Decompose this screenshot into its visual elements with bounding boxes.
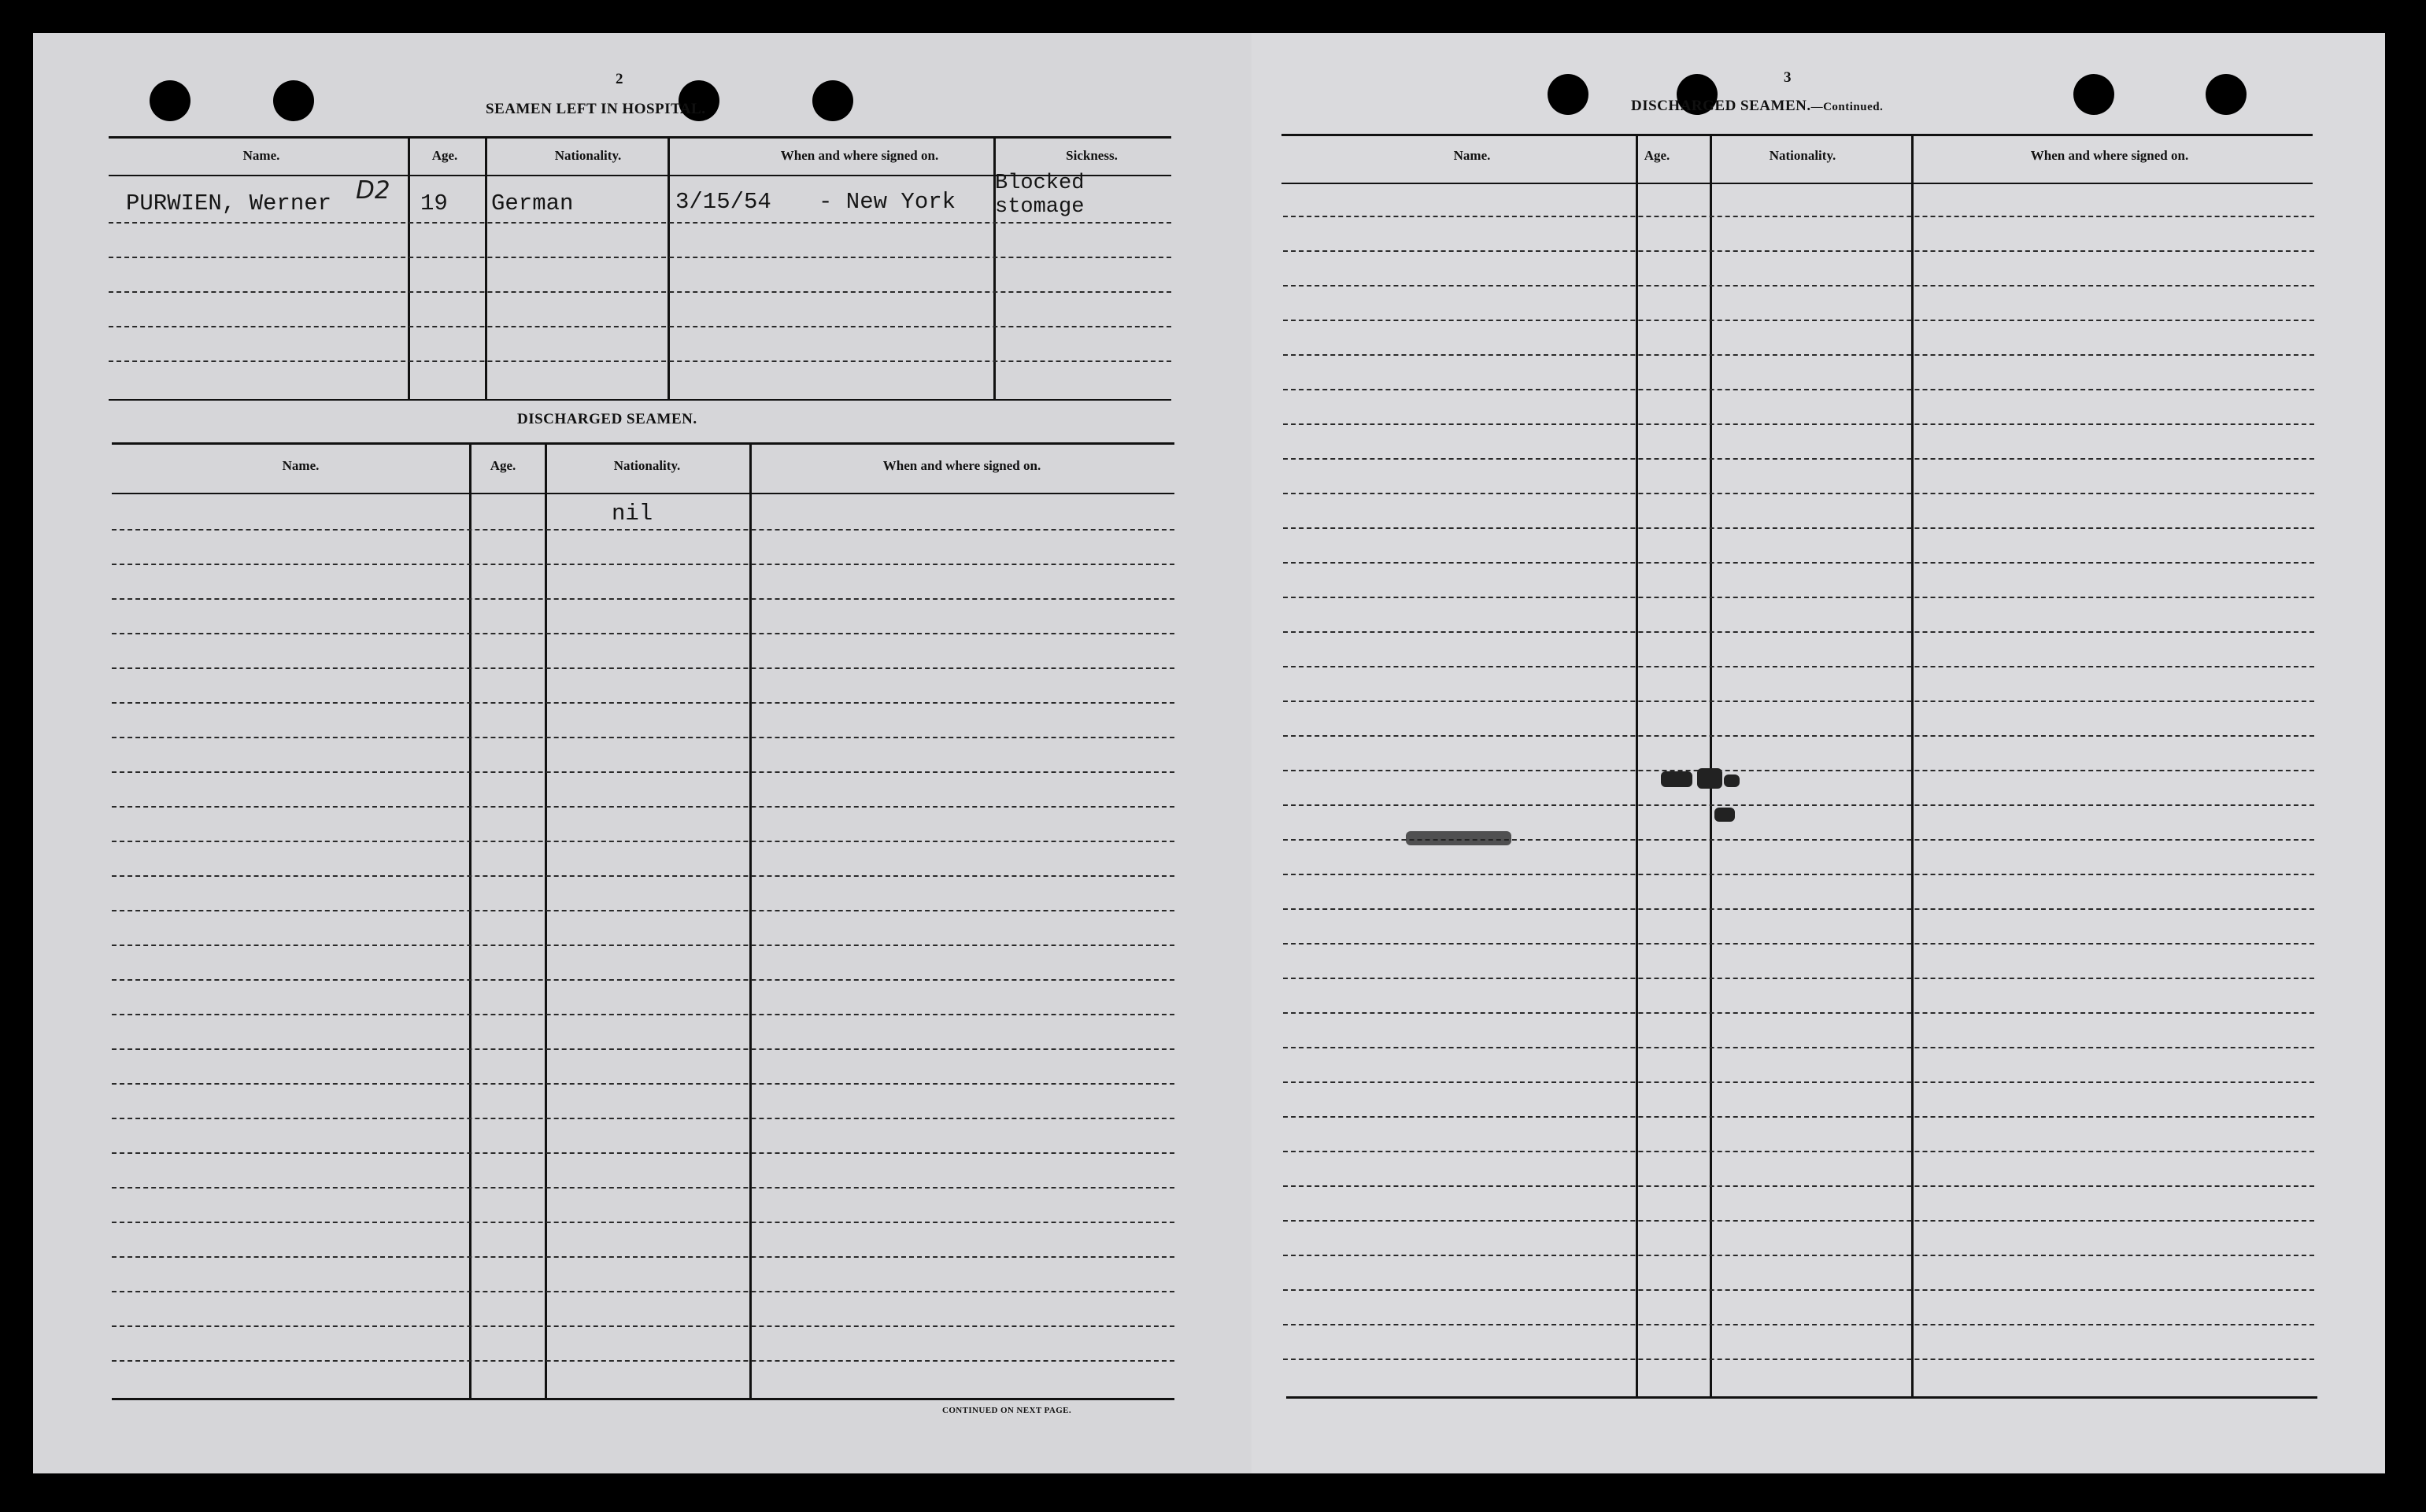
punch-hole — [2206, 74, 2247, 115]
ruled-line — [1283, 458, 2314, 460]
ruled-line — [1283, 389, 2314, 390]
ruled-line — [1283, 874, 2314, 875]
ruled-line — [112, 702, 1174, 704]
ruled-line — [112, 979, 1174, 981]
title-suffix: —Continued. — [1810, 101, 1884, 113]
column-header-name: Name. — [242, 148, 280, 163]
ruled-line — [1283, 1359, 2314, 1360]
ruled-line — [1283, 908, 2314, 910]
ruled-line — [1283, 423, 2314, 425]
column-header-age: Age. — [490, 458, 516, 473]
ruled-line — [112, 1152, 1174, 1154]
ink-smudge — [1724, 774, 1740, 787]
punch-hole — [150, 80, 190, 121]
ruled-line — [1283, 631, 2314, 633]
column-header-name: Name. — [282, 458, 320, 473]
ruled-line — [1283, 1151, 2314, 1152]
ruled-line — [1283, 250, 2314, 252]
ruled-line — [1283, 493, 2314, 494]
ruled-line — [1283, 1220, 2314, 1222]
ruled-line — [112, 1360, 1174, 1362]
ruled-line — [112, 841, 1174, 842]
continued-note: CONTINUED ON NEXT PAGE. — [942, 1406, 1072, 1415]
ruled-line — [112, 564, 1174, 565]
ruled-line — [1283, 943, 2314, 945]
ruled-line — [1283, 597, 2314, 598]
ruled-line — [112, 1187, 1174, 1189]
name-annotation: D2 — [356, 176, 390, 205]
left-page — [33, 33, 1261, 1473]
hospital-section-title: SEAMEN LEFT IN HOSPITAL. — [486, 101, 706, 117]
ruled-line — [112, 1256, 1174, 1258]
column-header-sickness: Sickness. — [1066, 148, 1118, 163]
column-divider — [1710, 134, 1712, 1398]
ruled-line — [112, 598, 1174, 600]
ruled-line — [112, 633, 1174, 634]
ink-smudge — [1697, 768, 1722, 789]
table-rule — [112, 1398, 1174, 1400]
column-header-signed-on: When and where signed on. — [882, 458, 1041, 473]
ruled-line — [1283, 735, 2314, 737]
table-rule — [109, 399, 1171, 401]
ruled-line — [112, 667, 1174, 669]
seaman-nationality: German — [491, 190, 574, 216]
ruled-line — [109, 326, 1171, 327]
table-rule — [112, 493, 1174, 494]
ruled-line — [112, 529, 1174, 530]
ruled-line — [1283, 804, 2314, 806]
punch-hole — [812, 80, 853, 121]
punch-hole — [2073, 74, 2114, 115]
seaman-age: 19 — [420, 190, 448, 216]
sickness-line-1: Blocked — [995, 172, 1085, 195]
ruled-line — [1283, 320, 2314, 321]
ruled-line — [1283, 527, 2314, 529]
column-header-name: Name. — [1453, 148, 1491, 163]
table-rule — [1281, 134, 2313, 136]
column-divider — [668, 136, 670, 399]
column-header-nationality: Nationality. — [613, 458, 681, 473]
ruled-line — [112, 1325, 1174, 1327]
ink-smudge — [1406, 831, 1511, 845]
ruled-line — [112, 1014, 1174, 1015]
table-rule — [1281, 183, 2313, 184]
ruled-line — [112, 1083, 1174, 1085]
table-rule — [109, 136, 1171, 139]
ruled-line — [1283, 770, 2314, 771]
ruled-line — [112, 771, 1174, 773]
column-header-signed-on: When and where signed on. — [2030, 148, 2189, 163]
ruled-line — [1283, 562, 2314, 564]
column-header-age: Age. — [431, 148, 458, 163]
column-divider — [1911, 134, 1914, 1398]
ruled-line — [1283, 1324, 2314, 1325]
signed-on-date: 3/15/54 — [675, 189, 771, 215]
ruled-line — [112, 875, 1174, 877]
ruled-line — [112, 806, 1174, 808]
ruled-line — [1283, 666, 2314, 667]
ink-smudge — [1714, 808, 1735, 822]
discharged-section-title: DISCHARGED SEAMEN. — [517, 411, 697, 427]
discharged-continued-title — [1631, 98, 1883, 115]
ruled-line — [1283, 1047, 2314, 1048]
ink-smudge — [1661, 771, 1692, 787]
ruled-line — [112, 910, 1174, 911]
column-header-age: Age. — [1644, 148, 1670, 163]
page-number: 3 — [1784, 69, 1792, 86]
ruled-line — [112, 1222, 1174, 1223]
table-rule — [1286, 1396, 2317, 1399]
right-page — [1252, 33, 2385, 1473]
ruled-line — [1283, 1012, 2314, 1014]
column-header-signed-on: When and where signed on. — [780, 148, 939, 163]
ruled-line — [109, 291, 1171, 293]
ruled-line — [112, 945, 1174, 946]
title-main: DISCHARGED SEAMEN. — [1631, 98, 1811, 114]
table-rule — [112, 442, 1174, 445]
column-divider — [485, 136, 487, 399]
ruled-line — [1283, 701, 2314, 702]
ruled-line — [1283, 1116, 2314, 1118]
ruled-line — [1283, 978, 2314, 979]
ruled-line — [1283, 1185, 2314, 1187]
ruled-line — [109, 222, 1171, 224]
seaman-name: PURWIEN, Werner — [126, 190, 332, 216]
sickness-line-2: stomage — [995, 195, 1085, 219]
ruled-line — [112, 1048, 1174, 1050]
punch-hole — [1548, 74, 1588, 115]
column-header-nationality: Nationality. — [554, 148, 622, 163]
ruled-line — [1283, 1081, 2314, 1083]
ruled-line — [1283, 354, 2314, 356]
signed-on-place: - New York — [819, 189, 956, 215]
ruled-line — [1283, 285, 2314, 287]
column-divider — [1636, 134, 1638, 1398]
ruled-line — [1283, 216, 2314, 217]
ruled-line — [1283, 1255, 2314, 1256]
ruled-line — [109, 257, 1171, 258]
ruled-line — [112, 1118, 1174, 1119]
page-number: 2 — [616, 71, 623, 87]
ruled-line — [109, 360, 1171, 362]
column-divider — [408, 136, 410, 399]
discharged-nationality-entry: nil — [612, 501, 653, 527]
ruled-line — [1283, 1289, 2314, 1291]
column-header-nationality: Nationality. — [1769, 148, 1836, 163]
ruled-line — [112, 1291, 1174, 1292]
punch-hole — [273, 80, 314, 121]
ruled-line — [112, 737, 1174, 738]
